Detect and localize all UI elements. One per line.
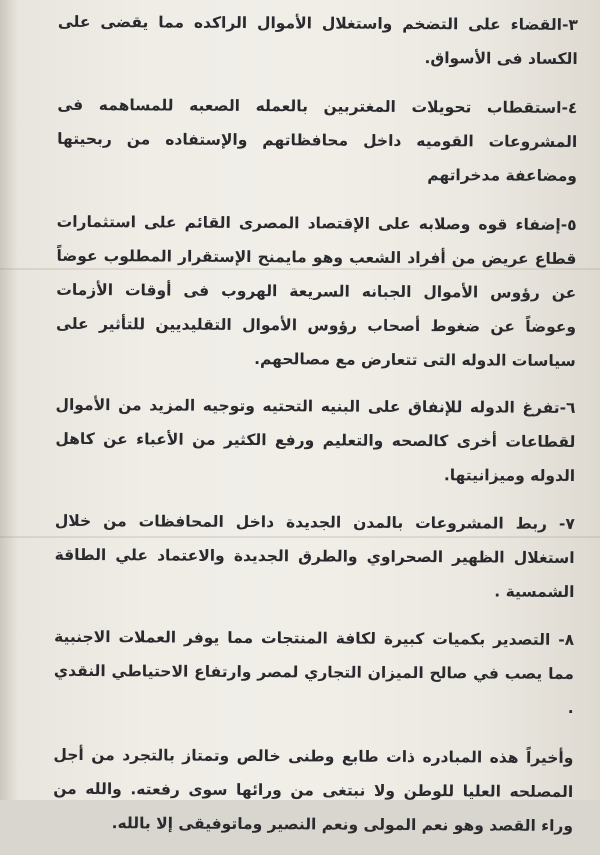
paragraph-item-3: ٣-القضاء على التضخم واستغلال الأموال الراكده مما يقضى على الكساد فى الأسواق. — [57, 12, 578, 68]
closing-paragraph: وأخيراً هذه المبادره ذات طابع وطنى خالص وتمتاز بالتجرد من أجل المصلحه العليا للوطن ولا نبتغى من ورائها سوى رفعته. والله من وراء القصد وهو نعم المولى ونعم النصير وماتوفيقى إلا بالله. — [53, 745, 574, 835]
paragraph-item-5: ٥-إضفاء قوه وصلابه على الإقتصاد المصرى القائم على استثمارات قطاع عريض من أفراد الشعب وهو مايمنح الإستقرار المطلوب عوضاً عن رؤوس الأموال الجبانه السريعة الهروب فى أوقات الأزمات وعوضاً عن ضغوط أصحاب رؤوس الأموال التقليديين للتأثير على سياسات الدوله التى تتعارض مع مصالحهم. — [56, 212, 577, 370]
paragraph-item-4: ٤-استقطاب تحويلات المغتربين بالعمله الصعبه للمساهمه فى المشروعات القوميه داخل محافظاتهم والإستفاده من ربحيتها ومضاعفة مدخراتهم — [57, 95, 578, 185]
paragraph-item-7: ٧- ربط المشروعات بالمدن الجديدة داخل المحافظات من خلال استغلال الظهير الصحراوي والطرق الجديدة والاعتماد علي الطاقة الشمسية . — [54, 511, 575, 601]
document-body — [53, 5, 578, 855]
paragraph-item-8: ٨- التصدير بكميات كبيرة لكافة المنتجات مما يوفر العملات الاجنبية مما يصب في صالح الميزان التجاري لمصر وارتفاع الاحتياطي النقدي . — [53, 627, 575, 717]
page-edge-shadow — [0, 0, 18, 800]
paragraph-item-6: ٦-تفرغ الدوله للإنفاق على البنيه التحتيه وتوجيه المزيد من الأموال لقطاعات أخرى كالصحه والتعليم ورفع الكثير من الأعباء عن كاهل الدوله وميزانيتها. — [55, 395, 576, 485]
